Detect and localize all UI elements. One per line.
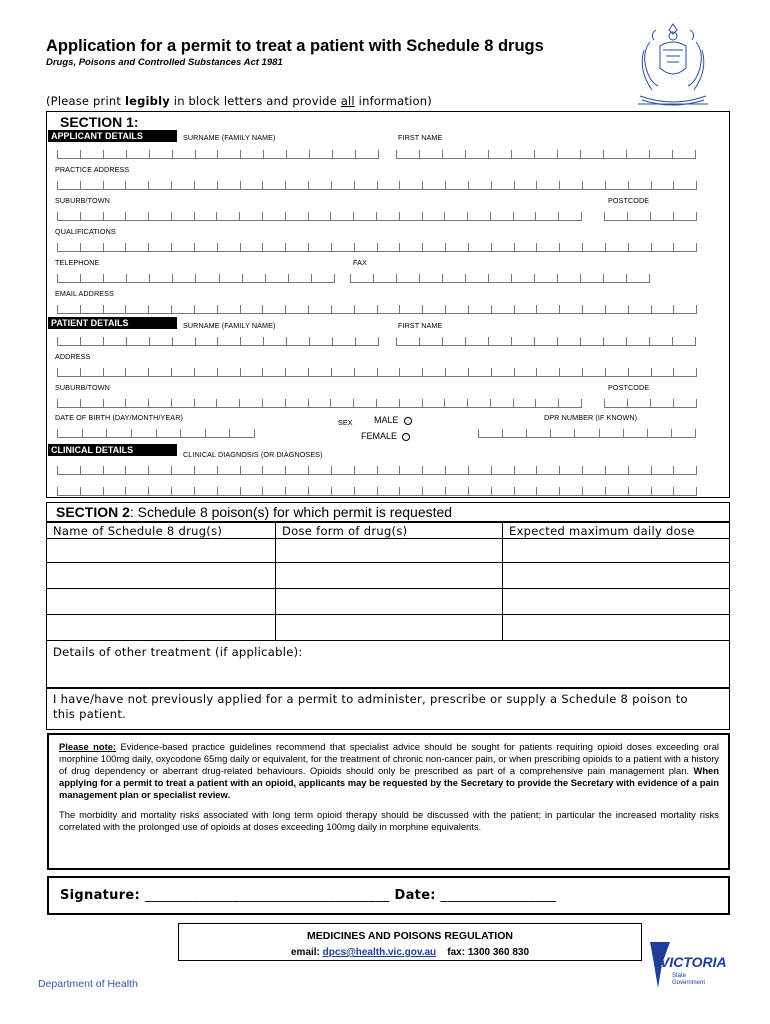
dob-label: DATE OF BIRTH (DAY/MONTH/YEAR) [55,413,183,422]
department-name: Department of Health [38,978,138,990]
diagnosis-field-2[interactable] [57,480,697,496]
practice-address-field[interactable] [57,174,697,190]
drugs-table [46,522,730,641]
contact-box [178,923,642,961]
drug-name-cell[interactable] [47,539,276,563]
drug-name-cell[interactable] [47,589,276,615]
signature-line[interactable]: ____________________________________ [144,888,390,903]
patient-address-field[interactable] [57,361,697,377]
patient-surname-label: SURNAME (FAMILY NAME) [183,321,276,330]
dose-form-cell[interactable] [276,589,503,615]
applicant-surname-label: SURNAME (FAMILY NAME) [183,133,276,142]
max-dose-cell[interactable] [503,539,730,563]
other-treatment-label: Details of other treatment (if applicable): [53,645,303,659]
date-line[interactable]: _________________ [440,888,557,903]
female-radio[interactable] [402,433,410,441]
please-note-box: Please note: Evidence-based practice guidelines recommend that specialist advice should be sought for patients requiring opioid doses exceeding oral morphine 100mg daily, oxycodone 65mg daily or equivalent, for the treatment of chronic non-cancer pain, or when prescribing opioids to a patient with a history of drug dependency or aberrant drug-related behaviours. Opioids should only be prescribed as part of a comprehensive pain management plan. When applying for a permit to treat a patient with an opioid, applicants may be requested by the Secretary to provide the Secretary with evidence of a pain management plan or specialist review. The morbidity and mortality risks associated with long term opioid therapy should be discussed with the patient; in particular the increased mortality risks correlated with the prolonged use of opioids at doses exceeding 100mg daily in morphine equivalents. [47,733,730,870]
applicant-details-heading: APPLICANT DETAILS [48,130,177,142]
other-treatment-field[interactable] [46,640,730,688]
applicant-postcode-label: POSTCODE [608,196,650,205]
dpr-field[interactable] [478,422,696,438]
section1-title: SECTION 1: [60,114,139,130]
male-option[interactable]: MALE [374,415,412,425]
applicant-surname-field[interactable] [57,143,379,159]
patient-postcode-label: POSTCODE [608,383,650,392]
victoria-government-logo [648,940,738,990]
dose-form-cell[interactable] [276,563,503,589]
max-dose-cell[interactable] [503,615,730,641]
signature-box: Signature: ____________________________________ Date: _________________ [47,876,730,915]
email-field[interactable] [57,298,697,314]
dpr-label: DPR NUMBER (IF KNOWN) [544,413,638,422]
dose-form-cell[interactable] [276,615,503,641]
fax-label: FAX [353,258,367,267]
diagnosis-field-1[interactable] [57,459,697,475]
sex-label: SEX [338,418,353,427]
coat-of-arms-logo [630,20,716,108]
qualifications-label: QUALIFICATIONS [55,227,116,236]
telephone-label: TELEPHONE [55,258,100,267]
patient-address-label: ADDRESS [55,352,91,361]
email-label: EMAIL ADDRESS [55,289,114,298]
clinical-details-heading: CLINICAL DETAILS [48,444,177,456]
drug-name-header: Name of Schedule 8 drug(s) [47,523,276,539]
male-radio[interactable] [404,417,412,425]
patient-details-heading: PATIENT DETAILS [48,317,177,329]
practice-address-label: PRACTICE ADDRESS [55,165,130,174]
print-instructions: (Please print legibly in block letters and provide all information) [46,94,432,108]
dob-field[interactable] [57,422,255,438]
dose-form-cell[interactable] [276,539,503,563]
patient-firstname-label: FIRST NAME [398,321,443,330]
email-link[interactable]: dpcs@health.vic.gov.au [322,947,437,958]
qualifications-field[interactable] [57,236,697,252]
please-note-label: Please note: [59,741,117,752]
form-title: Application for a permit to treat a patient with Schedule 8 drugs [46,37,544,55]
diagnosis-label: CLINICAL DIAGNOSIS (OR DIAGNOSES) [183,450,323,459]
patient-suburb-field[interactable] [57,392,582,408]
drug-name-cell[interactable] [47,615,276,641]
contact-title: MEDICINES AND POISONS REGULATION [307,930,513,942]
section2-title: SECTION 2: Schedule 8 poison(s) for which permit is requested [56,504,453,520]
applicant-firstname-label: FIRST NAME [398,133,443,142]
fax-number: fax: 1300 360 830 [447,947,530,958]
victoria-logo-sub1: State [672,973,687,979]
telephone-field[interactable] [57,267,335,283]
max-dose-cell[interactable] [503,563,730,589]
max-dose-header: Expected maximum daily dose [503,523,730,539]
dose-form-header: Dose form of drug(s) [276,523,503,539]
applicant-postcode-field[interactable] [604,205,697,221]
fax-field[interactable] [350,267,650,283]
victoria-logo-sub2: Government [672,980,706,986]
patient-suburb-label: SUBURB/TOWN [55,383,110,392]
act-subtitle: Drugs, Poisons and Controlled Substances Act 1981 [46,57,283,68]
drug-name-cell[interactable] [47,563,276,589]
patient-firstname-field[interactable] [396,330,696,346]
applicant-firstname-field[interactable] [396,143,696,159]
female-option[interactable]: FEMALE [361,431,410,441]
patient-postcode-field[interactable] [604,392,697,408]
victoria-logo-text: VICTORIA [660,954,727,970]
applicant-suburb-field[interactable] [57,205,582,221]
contact-details: email: dpcs@health.vic.gov.au fax: 1300 360 830 [290,947,530,958]
previous-application-statement: I have/have not previously applied for a permit to administer, prescribe or supply a Schedule 8 poison to this patient. [46,688,730,730]
max-dose-cell[interactable] [503,589,730,615]
applicant-suburb-label: SUBURB/TOWN [55,196,110,205]
patient-surname-field[interactable] [57,330,379,346]
